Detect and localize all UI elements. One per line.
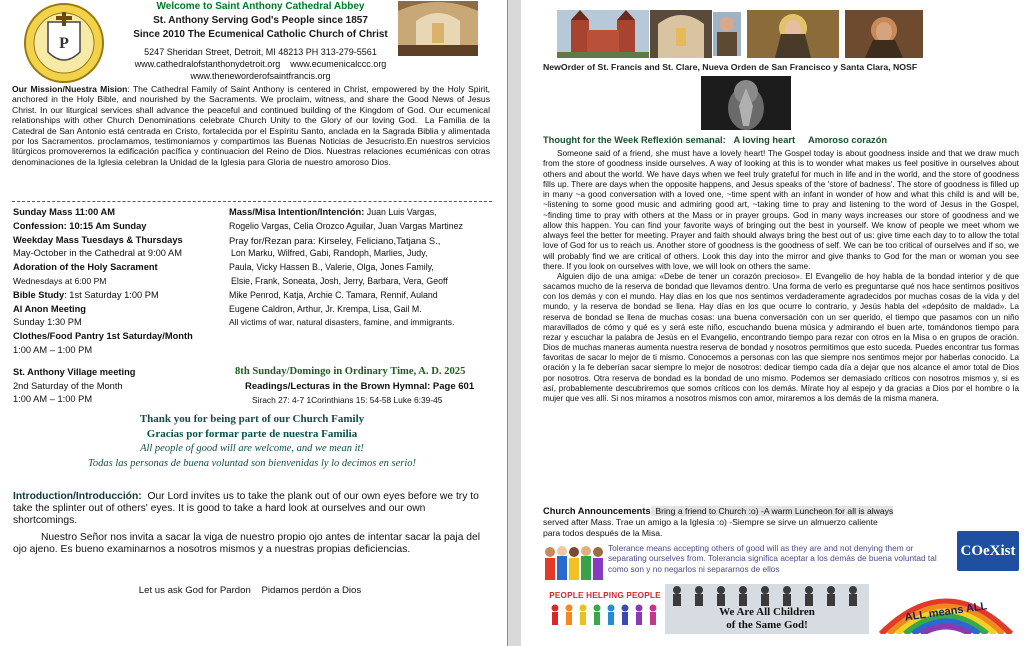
- people-helping-people-banner: [543, 589, 667, 629]
- thought-body: [543, 148, 1019, 404]
- bible-study: Bible Study: [13, 289, 65, 300]
- village-meeting-time: 1:00 AM – 1:00 PM: [13, 394, 93, 404]
- thought-heading: [543, 135, 1023, 145]
- clothes-pantry: Clothes/Food Pantry 1st Saturday/Month: [13, 331, 193, 342]
- weekday-mass: Weekday Mass Tuesdays & Thursdays: [13, 234, 183, 245]
- people-helping-text: PEOPLE HELPING PEOPLE: [549, 591, 661, 600]
- mission-statement: [12, 84, 490, 167]
- all-means-all-text: ALL means ALL: [904, 600, 988, 624]
- header-websites: [118, 59, 403, 70]
- thought-text-es: Alguien dijo de una amiga: «Debe de tener un corazón precioso». El Evangelio de hoy habla de la bondad interior y de que sacamos mucho de la reserva de bondad que llevamos dentro. Una forma de verlo es preguntarse qué nos hace sentirnos positivos con los demás y con el mundo. Hay días en los que nos sentimos verdaderamente agradecidos por muchas cosas de la vida y del mundo, y la reserva de bondad se llena. Hay días en los que ocurre lo contrario, y Jesús habla del «depósito de maldad». La reserva de bondad se llena de muchas cosas: una buena conversación con un ser querido, el tiempo que pasamos con un niño maravillados de cómo y qué es y será este niño, escuchando buena música y admirando el buen arte, tomándonos tiempo para rezar y escuchar la palabra de Jesús en el Evangelio, encontrando tiempo para rezar con otros en la Misa o en grupos de oración. Dios de muchas maneras aumenta nuestra reserva de bondad y nosotros permitimos que esto suceda. Puedes encontrar tus formas favoritas de sacar lo mejor de ti mismo. Conocemos a personas con las que siempre nos sentimos mejor por haberlas conocido. La oración y la fe deberían sacar siempre lo mejor de nosotros: dedicar tiempo cada día a dejar que nos alcance el amor total de Dios por nosotros. Otra reserva de bondad es la bondad de uno mismo. Podemos ser demasiado críticos con nosotros mismos y, si es así, probablemente descubriremos que somos críticos con los demás. Mírate hoy al espejo y da gracias a Dios por el hombre o la mujer que ves allí. Si nos miramos a nosotros mismos con amor, miraremos a los demás de la misma manera.: [543, 272, 1019, 403]
- sunday-mass: Sunday Mass 11:00 AM: [13, 207, 115, 217]
- website-link[interactable]: www.ecumenicalccc.org: [290, 59, 387, 69]
- church-exterior-photo: [557, 10, 649, 58]
- village-meeting: [13, 366, 233, 407]
- introduction-label: Introduction/Introducción:: [13, 491, 142, 502]
- all-children-banner: [665, 584, 869, 634]
- svg-text:P: P: [59, 35, 69, 52]
- announcement-line: served after Mass. Trae un amigo a la Iglesia :o) -Siempre se sirve un almuerzo caliente: [543, 517, 878, 528]
- prayer-line: All victims of war, natural disasters, famine, and immigrants.: [229, 317, 455, 328]
- prayer-line: Lon Marku, Wilfred, Gabi, Randoph, Marlies, Judy,: [231, 248, 428, 259]
- readings-heading: Readings/Lecturas in the Brown Hymnal: Page 601: [245, 381, 475, 392]
- sunday-title: 8th Sunday/Domingo in Ordinary Time, A. D. 2025: [235, 366, 466, 377]
- mission-text-en: : The Cathedral Family of Saint Anthony is centered in Christ, empowered by the Holy Spirit, anchored in the Holy Bible, and nourished by the Sacraments. We proclaim, witness, and share the Good News of Jesus Christ. In our liturgical services shall advance the peaceful and continued building of the Kingdom of God. Our ecumenical relationships with other Church Denominations celebrate Church Unity to the Glory of our loving God.: [12, 84, 490, 126]
- website-link[interactable]: www.cathedralofstanthonydetroit.org: [134, 59, 281, 69]
- divider: [12, 201, 492, 202]
- intention-line: Juan Luis Vargas,: [366, 207, 437, 217]
- church-interior-photo: [650, 10, 712, 58]
- header-title: Welcome to Saint Anthony Cathedral Abbey: [156, 1, 365, 12]
- pardon-line: [0, 585, 500, 596]
- header-address: 5247 Sheridan Street, Detroit, MI 48213 PH 313-279-5561: [144, 47, 377, 57]
- thought-title-en: A loving heart: [733, 135, 796, 145]
- confession: Confession: 10:15 Am Sunday: [13, 220, 147, 231]
- coexist-logo: [957, 531, 1019, 571]
- intentions-list: [229, 206, 499, 330]
- thanks-es: Gracias por formar parte de nuestra Familia: [146, 428, 358, 440]
- introduction-en: Our Lord invites us to take the plank out of our own eyes before we try to take the splinter out of others' eyes. It is good to take a hard look at ourselves and our own shortcomings.: [13, 491, 479, 527]
- praying-hands-photo: [701, 76, 791, 130]
- cathedral-interior-photo: [398, 1, 478, 56]
- adoration: Adoration of the Holy Sacrament: [13, 262, 158, 273]
- thanks-en: Thank you for being part of our Church Family: [139, 413, 365, 425]
- thought-text-en: Someone said of a friend, she must have a lovely heart! The Gospel today is about goodness inside and that we draw much from the store of goodness inside ourselves. A way of looking at this is to wonder what makes us feel positive in ourselves about others and about the world. We have days when we feel truly grateful for much in life and in the world, and the store of goodness fills up. There are days when the opposite happens, and Jesus speaks of the 'store of badness'. The store of goodness is filled up in many ~a good conversation with a loved one, ~time spent with an infant in wonder of how and what this child is and will be, ~listening to some good music and admiring good art, ~taking time to pray and listening to the word of Jesus in the Gospel, ~finding time to pray with others at the Mass or in prayer groups. God in many ways increases our store of goodness and we allow this happen. You can find your favorite ways of bringing out the best in yourself. We know of people we meet whom we always feel the better for meeting. Prayer and faith should always bring the best out of us: give time each day to to allow the total love of God for us to reach us. Another store of goodness is the goodness of self. We can be too critical of ourselves and if so, we will probably find we are critical of others. Look this day into the mirror and give thanks to God for the man or woman you see there. If you look on ourselves with love, we will look on others the same.: [543, 148, 1019, 271]
- mission-text-es: La Familia de la Catedral de San Antonio está centrada en Cristo, fortalecida por el Espíritu Santo, anclada en la Sagrada Biblia y alimentada por los Sacramentos. proclamamos, testimoniamos y compartimos las Buenas Noticias de Jesucristo.En nuestros servicios litúrgicos promoveremos la edificación pacífica y continuacion del Reino de Dios. Nuestras relaciones ecuménicas con otras denominaciones de la Iglesia celebran la Unidad de la Iglesia para Gloria de nuestro amoroso Dios.: [12, 115, 490, 167]
- intentions-heading: Mass/Misa Intention/Intención:: [229, 207, 365, 217]
- children-banner-line1: We Are All Children: [719, 606, 815, 618]
- announcements: [543, 506, 1023, 540]
- announcement-line: para todos después de la Misa.: [543, 528, 663, 539]
- thought-label: Thought for the Week Reflexión semanal:: [543, 135, 726, 145]
- monk-photo: [713, 12, 741, 56]
- prayer-line: Mike Penrod, Katja, Archie C. Tamara, Rennif, Auland: [229, 289, 438, 300]
- prayer-line: Paula, Vicky Hassen B., Valerie, Olga, Jones Family,: [229, 262, 434, 273]
- website-link[interactable]: www.theneworderofsaintfrancis.org: [190, 71, 331, 81]
- readings-citations: Sirach 27: 4-7 1Corinthians 15: 54-58 Luke 6:39-45: [252, 395, 443, 405]
- village-meeting-day: 2nd Saturday of the Month: [13, 380, 123, 391]
- saint-francis-painting: [845, 10, 923, 58]
- alanon-time: Sunday 1:30 PM: [13, 317, 82, 328]
- weekday-mass-detail: May-October in the Cathedral at 9:00 AM: [13, 248, 182, 259]
- pardon-es: Pidamos perdón a Dios: [261, 585, 362, 596]
- order-caption: NewOrder of St. Francis and St. Clare, Nueva Orden de San Francisco y Santa Clara, NOSF: [543, 62, 918, 72]
- header-subtitle: St. Anthony Serving God's People since 1857: [153, 15, 368, 26]
- header-tagline: Since 2010 The Ecumenical Catholic Church of Christ: [133, 29, 388, 40]
- village-meeting-title: St. Anthony Village meeting: [13, 367, 136, 377]
- all-means-all-banner: [871, 584, 1021, 634]
- mission-label: Our Mission/Nuestra Mision: [12, 84, 128, 94]
- welcome-es: Todas las personas de buena voluntad son bienvenidas ly lo decimos en serio!: [88, 458, 416, 469]
- left-page: [0, 0, 508, 646]
- introduction-es: Nuestro Señor nos invita a sacar la viga de nuestro propio ojo antes de intentar sacar la paja del ojo ajeno. Es bueno examinarnos a nosotros mismos y a nuestras propias deficiencias.: [13, 532, 481, 556]
- bible-study-time: : 1st Saturday 1:00 PM: [64, 289, 159, 300]
- children-banner-line2: of the Same God!: [726, 619, 808, 631]
- clothes-pantry-time: 1:00 AM – 1:00 PM: [13, 344, 93, 355]
- announcements-label: Church Announcements: [543, 506, 651, 516]
- church-seal-logo: [16, 2, 112, 84]
- schedule-list: [13, 206, 233, 358]
- prayer-line: Eugene Caldron, Arthur, Jr. Krempa, Lisa, Gail M.: [229, 303, 422, 314]
- intention-line: Rogelio Vargas, Celia Orozco Aguilar, Juan Vargas Martinez: [229, 220, 463, 231]
- tolerance-text: Tolerance means accepting others of good will as they are and not denying them or separating ourselves from. Tolerancia significa aceptar a los demás de buena voluntad tal como son y no negarlos ni separarnos de ellos: [608, 543, 937, 574]
- prayer-line: Elsie, Frank, Soneata, Josh, Jerry, Barbara, Vera, Geoff: [231, 275, 448, 286]
- introduction: [13, 491, 491, 528]
- announcement-line: Bring a friend to Church :o) -A warm Luncheon for all is always: [655, 506, 894, 516]
- adoration-time: Wednesdays at 6:00 PM: [13, 275, 107, 286]
- coexist-text: COeXist: [960, 543, 1016, 559]
- right-page: [521, 0, 1035, 646]
- saint-clare-painting: [747, 10, 839, 58]
- children-cutout-image: [543, 544, 605, 584]
- pardon-en: Let us ask God for Pardon: [138, 585, 251, 596]
- welcome-en: All people of good will are welcome, and we mean it!: [140, 443, 364, 454]
- prayer-line: Pray for/Rezan para: Kirseley, Feliciano,Tatjana S.,: [229, 234, 441, 246]
- alanon-meeting: Al Anon Meeting: [13, 303, 86, 314]
- thought-title-es: Amoroso corazón: [808, 135, 888, 145]
